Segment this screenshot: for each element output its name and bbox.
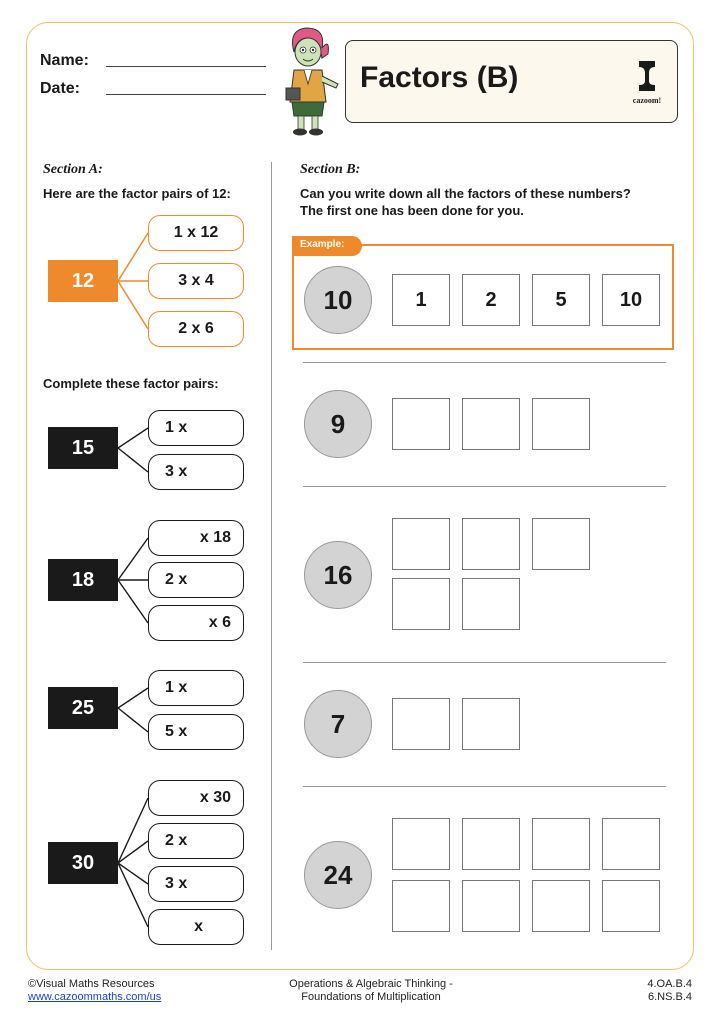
section-a-intro: Here are the factor pairs of 12: [43, 186, 231, 201]
factor-pair-field[interactable]: 1 x [148, 670, 244, 706]
footer-standard-2: 6.NS.B.4 [647, 991, 692, 1003]
question-number-circle: 7 [304, 690, 372, 758]
factor-answer-box[interactable] [532, 518, 590, 570]
footer-copyright: ©Visual Maths Resources [28, 978, 155, 990]
section-b-title: Section B: [300, 162, 361, 177]
question-connector-lines [118, 428, 148, 927]
example-number-circle: 10 [304, 266, 372, 334]
question-number-box: 25 [48, 687, 118, 729]
footer-topic-line2: Foundations of Multiplication [301, 991, 441, 1003]
question-number-circle: 9 [304, 390, 372, 458]
question-divider [303, 786, 666, 787]
complete-instruction: Complete these factor pairs: [43, 376, 219, 391]
factor-answer-box[interactable] [392, 578, 450, 630]
example-pair: 2 x 6 [148, 311, 244, 347]
factor-pair-field[interactable]: 2 x [148, 823, 244, 859]
question-number-circle: 24 [304, 841, 372, 909]
factor-pair-field[interactable]: 2 x [148, 562, 244, 598]
factor-pair-field[interactable]: 1 x [148, 410, 244, 446]
example-factor-box: 2 [462, 274, 520, 326]
example-factor-box: 5 [532, 274, 590, 326]
factor-pair-field[interactable]: 3 x [148, 454, 244, 490]
name-label: Name: [40, 52, 89, 69]
factor-answer-box[interactable] [532, 880, 590, 932]
footer-website-link[interactable]: www.cazoommaths.com/us [28, 991, 162, 1003]
question-divider [303, 362, 666, 363]
factor-answer-box[interactable] [532, 818, 590, 870]
question-divider [303, 486, 666, 487]
example-pair: 3 x 4 [148, 263, 244, 299]
example-pair: 1 x 12 [148, 215, 244, 251]
example-label: Example: [292, 236, 362, 256]
example-factor-box: 1 [392, 274, 450, 326]
section-b-instruction-line1: Can you write down all the factors of these numbers? [300, 186, 631, 201]
question-divider [303, 662, 666, 663]
factor-pair-field[interactable]: 3 x [148, 866, 244, 902]
factor-answer-box[interactable] [532, 398, 590, 450]
date-label: Date: [40, 80, 81, 97]
factor-pair-field[interactable]: x 18 [148, 520, 244, 556]
factor-answer-box[interactable] [462, 398, 520, 450]
worksheet-title: Factors (B) [360, 61, 519, 94]
section-b-instruction-line2: The first one has been done for you. [300, 203, 524, 218]
factor-answer-box[interactable] [392, 818, 450, 870]
factor-answer-box[interactable] [392, 398, 450, 450]
footer-standard-1: 4.OA.B.4 [647, 978, 692, 990]
example-factor-box: 10 [602, 274, 660, 326]
factor-pair-field[interactable]: x [148, 909, 244, 945]
factor-answer-box[interactable] [462, 698, 520, 750]
factor-answer-box[interactable] [462, 818, 520, 870]
logo-text: cazoom! [632, 96, 662, 105]
factor-pair-field[interactable]: x 30 [148, 780, 244, 816]
question-number-circle: 16 [304, 541, 372, 609]
footer-topic-line1: Operations & Algebraic Thinking - [289, 978, 453, 990]
example-number-box: 12 [48, 260, 118, 302]
factor-answer-box[interactable] [602, 880, 660, 932]
factor-answer-box[interactable] [392, 880, 450, 932]
factor-answer-box[interactable] [462, 880, 520, 932]
footer-standards [647, 978, 692, 1004]
example-connector-lines [118, 233, 148, 329]
factor-pair-field[interactable]: 5 x [148, 714, 244, 750]
factor-answer-box[interactable] [392, 518, 450, 570]
footer-topic [236, 978, 506, 1004]
question-number-box: 15 [48, 427, 118, 469]
question-number-box: 18 [48, 559, 118, 601]
question-number-box: 30 [48, 842, 118, 884]
factor-pair-field[interactable]: x 6 [148, 605, 244, 641]
factor-answer-box[interactable] [602, 818, 660, 870]
factor-answer-box[interactable] [462, 578, 520, 630]
factor-answer-box[interactable] [462, 518, 520, 570]
section-a-title: Section A: [43, 162, 103, 177]
footer-left [28, 978, 161, 1004]
factor-answer-box[interactable] [392, 698, 450, 750]
